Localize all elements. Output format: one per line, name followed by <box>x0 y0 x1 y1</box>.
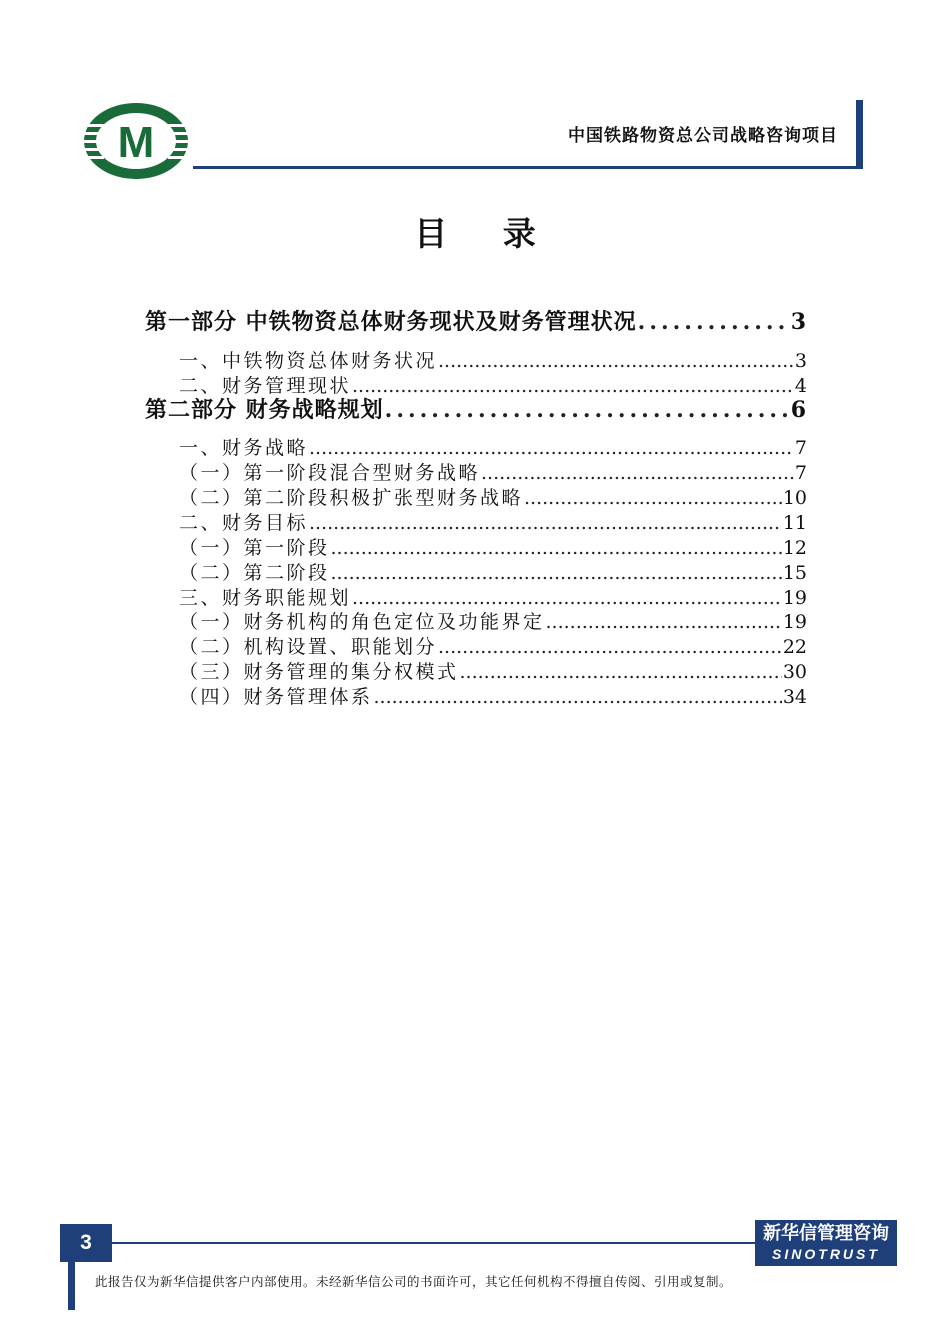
toc-entry[interactable] <box>145 346 807 373</box>
toc-leader <box>309 437 794 459</box>
toc-entry-page: 19 <box>782 587 807 609</box>
toc-entry[interactable] <box>145 433 807 460</box>
toc-entry-page: 7 <box>794 437 807 459</box>
footer-rule <box>112 1242 802 1244</box>
toc-leader <box>309 512 782 534</box>
toc-entry[interactable] <box>145 558 807 585</box>
toc-entry-label: 一、中铁物资总体财务状况 <box>179 350 438 372</box>
toc-entry-label: 第一部分 中铁物资总体财务现状及财务管理状况 <box>145 309 637 335</box>
toc-leader <box>638 309 790 335</box>
toc-entry-page: 3 <box>794 350 807 372</box>
toc-entry[interactable] <box>145 682 807 709</box>
toc-leader <box>546 611 782 633</box>
toc-entry-page: 3 <box>790 309 807 335</box>
toc-leader <box>481 462 794 484</box>
toc-entry-label: （二）第二阶段 <box>179 562 330 584</box>
toc-leader <box>460 661 782 683</box>
toc-entry-page: 15 <box>782 562 807 584</box>
toc-entry-label: （一）第一阶段混合型财务战略 <box>179 462 481 484</box>
toc-entry-label: （二）机构设置、职能划分 <box>179 636 438 658</box>
toc-entry-page: 22 <box>782 636 807 658</box>
toc-heading: 目 录 <box>414 214 558 253</box>
toc-entry[interactable] <box>145 583 807 610</box>
toc-entry-page: 4 <box>794 375 807 397</box>
toc-entry-label: （四）财务管理体系 <box>179 686 373 708</box>
toc-entry-label: 一、财务战略 <box>179 437 309 459</box>
toc-entry-label: 第二部分 财务战略规划 <box>145 397 384 423</box>
toc-leader <box>524 487 782 509</box>
brand-en: SINOTRUST <box>772 1246 880 1262</box>
header-rule <box>193 166 863 169</box>
toc-entry-page: 7 <box>794 462 807 484</box>
footer-vertical-bar <box>68 1262 75 1310</box>
toc-leader <box>438 350 794 372</box>
toc-entry-label: （一）第一阶段 <box>179 537 330 559</box>
toc-entry[interactable] <box>145 657 807 684</box>
toc-leader <box>385 397 790 423</box>
toc-entry[interactable] <box>145 483 807 510</box>
footer-page-number: 3 <box>60 1224 112 1262</box>
company-logo <box>80 100 192 182</box>
toc-entry-page: 10 <box>782 487 807 509</box>
toc-entry-page: 34 <box>782 686 807 708</box>
toc-entry-label: （三）财务管理的集分权模式 <box>179 661 459 683</box>
toc-entry[interactable] <box>145 393 807 424</box>
toc-entry[interactable] <box>145 305 807 336</box>
toc-entry-page: 12 <box>782 537 807 559</box>
toc-entry-label: 二、财务管理现状 <box>179 375 352 397</box>
toc-leader <box>374 686 782 708</box>
toc-entry-label: 二、财务目标 <box>179 512 309 534</box>
brand-cn: 新华信管理咨询 <box>763 1223 889 1243</box>
toc-entry-page: 11 <box>782 512 807 534</box>
toc-leader <box>352 587 782 609</box>
toc-entry[interactable] <box>145 533 807 560</box>
toc-entry[interactable] <box>145 458 807 485</box>
footer-confidentiality-note: 此报告仅为新华信提供客户内部使用。未经新华信公司的书面许可，其它任何机构不得擅自传阅、引用或复制。 <box>95 1274 733 1289</box>
header-project-title: 中国铁路物资总公司战略咨询项目 <box>568 126 838 146</box>
toc-entry[interactable] <box>145 632 807 659</box>
toc-entry-page: 6 <box>790 397 807 423</box>
sinotrust-logo <box>755 1220 897 1266</box>
toc-leader <box>331 562 782 584</box>
toc-entry-label: 三、财务职能规划 <box>179 587 352 609</box>
toc-leader <box>438 636 782 658</box>
toc-entry[interactable] <box>145 607 807 634</box>
toc-leader <box>331 537 782 559</box>
toc-entry-page: 30 <box>782 661 807 683</box>
toc-entry[interactable] <box>145 508 807 535</box>
toc-entry-label: （一）财务机构的角色定位及功能界定 <box>179 611 545 633</box>
header-vertical-bar <box>856 100 863 169</box>
toc-entry-label: （二）第二阶段积极扩张型财务战略 <box>179 487 524 509</box>
toc-entry-page: 19 <box>782 611 807 633</box>
logo-letter: M <box>117 118 155 167</box>
